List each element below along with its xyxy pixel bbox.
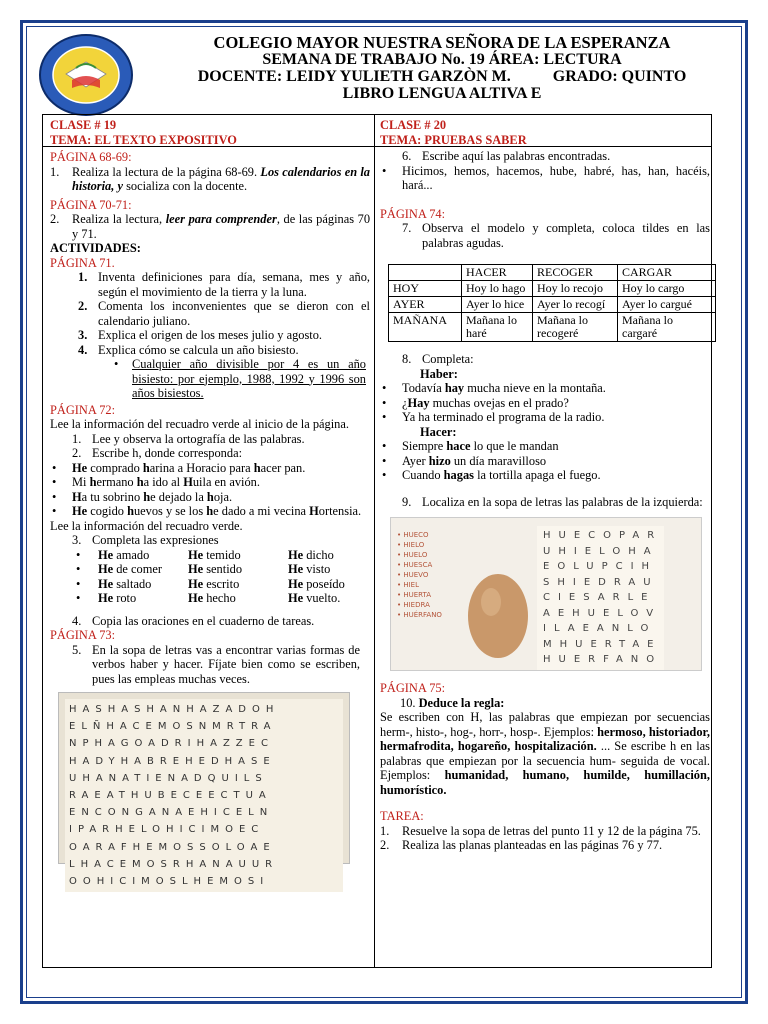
- item-7: 7. Observa el modelo y completa, coloca tildes en las palabras agudas.: [402, 221, 710, 250]
- sentence-1: • He comprado harina a Horacio para hacer pan.: [52, 460, 306, 475]
- expression-verb: vuelto.: [303, 591, 341, 605]
- word-search-row: NPHAGOADRIHAZZEC: [69, 738, 274, 750]
- expression-verb: saltado: [113, 576, 152, 591]
- item-8: 8. Completa:: [402, 352, 474, 366]
- class-20-heading: CLASE # 20: [380, 118, 447, 132]
- haber-2: • ¿Hay muchas ovejas en el prado?: [382, 395, 569, 410]
- expression-he: He: [98, 562, 114, 576]
- word-search-row: LHACEMOSRHANAUUR: [69, 858, 279, 870]
- section-73: PÁGINA 73:: [50, 628, 116, 642]
- found-words: • Hicimos, hemos, hacemos, hube, habré, has, han, hacéis, hará...: [382, 163, 710, 192]
- search-word: • HIEL: [397, 581, 420, 589]
- search-word: • HUESCA: [397, 561, 433, 569]
- expression-row: • He amado He temido He dicho: [76, 547, 334, 562]
- class-19-heading: CLASE # 19: [50, 118, 117, 132]
- egg-grid-row: AEHUELOV: [543, 607, 662, 619]
- activity-2: 2. Comenta los inconvenientes que se dieron con el calendario juliano.: [78, 299, 370, 328]
- item-72-4: 4. Copia las oraciones en el cuaderno de tareas.: [72, 613, 315, 628]
- item-72-1: 1. Lee y observa la ortografía de las palabras.: [72, 431, 305, 446]
- document-header: [142, 34, 742, 102]
- word-search-row: RAEATHUBECEECTUA: [69, 790, 272, 802]
- egg-grid-row: CIESARLE: [543, 592, 656, 603]
- item-10: 10. Deduce la regla:: [400, 695, 505, 710]
- expression-he: He: [188, 562, 204, 576]
- school-logo: [36, 32, 136, 118]
- expression-he: He: [98, 591, 114, 605]
- expression-verb: escrito: [203, 576, 240, 591]
- expression-he: He: [288, 576, 304, 591]
- homework-1: 1. Resuelve la sopa de letras del punto 11 y 12 de la página 75.: [380, 823, 701, 838]
- egg-image: [465, 558, 531, 664]
- egg-word-search-grid: [537, 526, 664, 670]
- left-column: [50, 118, 371, 888]
- expression-verb: temido: [203, 547, 241, 562]
- expression-he: He: [288, 562, 304, 576]
- word-search-grid: [65, 699, 343, 892]
- expression-he: He: [188, 591, 204, 605]
- section-72-intro: Lee la información del recuadro verde al inicio de la página.: [50, 417, 349, 431]
- word-search-row: OARAFHEMOSSOLOAE: [69, 841, 276, 853]
- egg-grid-row: MHUERTAE: [543, 638, 662, 650]
- expression-row: • He saltado He escrito He poseído: [76, 576, 345, 591]
- expression-verb: amado: [113, 547, 150, 562]
- expression-he: He: [98, 547, 114, 562]
- expression-he: He: [188, 547, 204, 562]
- section-71: PÁGINA 71.: [50, 255, 115, 270]
- topic-19: TEMA: EL TEXTO EXPOSITIVO: [50, 132, 237, 147]
- item-72-3: 3. Completa las expresiones: [72, 533, 219, 547]
- egg-grid-row: ILAEANLO: [543, 623, 657, 634]
- school-name: COLEGIO MAYOR NUESTRA SEÑORA DE LA ESPERANZA: [213, 33, 671, 52]
- section-72: PÁGINA 72:: [50, 402, 116, 417]
- grade: GRADO: QUINTO: [552, 68, 687, 85]
- section-75: PÁGINA 75:: [380, 681, 446, 695]
- topic-20: TEMA: PRUEBAS SABER: [380, 132, 527, 147]
- activity-1: 1. Inventa definiciones para día, semana, mes y año, según el movimiento de la tierra y la luna.: [78, 270, 370, 299]
- section-72-intro-2: Lee la información del recuadro verde.: [50, 518, 243, 533]
- item-9: 9. Localiza en la sopa de letras las palabras de la izquierda:: [402, 494, 703, 509]
- homework-title: TAREA:: [380, 809, 424, 823]
- item-73-5: 5. En la sopa de letras vas a encontrar varias formas de verbos haber y hacer. Fíjate bien como se escriben, pues las empleas muchas veces.: [72, 642, 360, 686]
- teacher: DOCENTE: LEIDY YULIETH GARZÒN M.: [197, 68, 511, 85]
- hacer-label: Hacer:: [420, 424, 457, 439]
- search-word: • HUELO: [397, 551, 428, 559]
- egg-grid-row: SHIEDRAU: [543, 576, 659, 588]
- rule-text: Se escriben con H, las palabras que empiezan por secuencias herm-, histo-, hog-, horr-, hosp-. Ejemplos: hermoso, historiador, hermafrodita, hogareño, hospitalización. ... Se escribe h en las palabras que empiezan por la secuencia hum- seguida de vocal. Ejemplos: humanidad, humano, humilde, humillación, humorístico.: [380, 710, 710, 797]
- activity-3: 3. Explica el origen de los meses julio y agosto.: [78, 328, 323, 342]
- hacer-1: • Siempre hace lo que le mandan: [382, 439, 559, 453]
- word-search-row: HADYHABREHEDHASE: [69, 755, 276, 767]
- homework-2: 2. Realiza las planas planteadas en las páginas 76 y 77.: [380, 838, 663, 852]
- expression-row: • He de comer He sentido He visto: [76, 562, 331, 576]
- expression-verb: sentido: [203, 562, 243, 576]
- word-search-row: ELÑHACEMOSNMRTRA: [69, 721, 277, 733]
- egg-grid-row: UHIELOHA: [543, 545, 659, 557]
- expression-verb: de comer: [113, 562, 162, 576]
- egg-grid-row: HUERFANO: [543, 654, 663, 665]
- expression-verb: visto: [303, 562, 331, 576]
- haber-3: • Ya ha terminado el programa de la radio.: [382, 410, 605, 424]
- egg-grid-row: HUECOPAR: [543, 530, 663, 541]
- activity-4: 4. Explica cómo se calcula un año bisiesto.: [78, 342, 299, 357]
- item-6: 6. Escribe aquí las palabras encontradas.: [402, 149, 611, 163]
- teacher-grade: [142, 68, 742, 85]
- hacer-2: • Ayer hizo un día maravilloso: [382, 453, 547, 468]
- activities-title: ACTIVIDADES:: [50, 241, 141, 255]
- sentence-3: • Ha tu sobrino he dejado la hoja.: [52, 489, 233, 504]
- haber-1: • Todavía hay mucha nieve en la montaña.: [382, 381, 606, 395]
- expression-row: • He roto He hecho He vuelto.: [76, 591, 341, 605]
- expression-verb: poseído: [303, 576, 345, 591]
- search-word: • HIEDRA: [397, 601, 430, 609]
- search-word: • HIELO: [397, 541, 425, 549]
- item-68-69: 1. Realiza la lectura de la página 68-69. Los calendarios en la historia, y socializa con la docente.: [50, 164, 370, 193]
- item-70-71: 2. Realiza la lectura, leer para comprender, de las páginas 70 y 71.: [50, 212, 371, 241]
- sentence-2: • Mi hermano ha ido al Huila en avión.: [52, 475, 260, 489]
- word-search-row: UHANATIENADQUILS: [69, 772, 268, 784]
- item-72-2: 2. Escribe h, donde corresponda:: [72, 446, 243, 460]
- sentence-4: • He cogido huevos y se los he dado a mi vecina Hortensia.: [52, 504, 362, 518]
- section-74: PÁGINA 74:: [380, 206, 446, 221]
- right-column: [380, 118, 710, 853]
- egg-grid-row: EOLUPCIH: [543, 561, 658, 572]
- search-word: • HUECO: [397, 531, 429, 539]
- section-68-69: PÁGINA 68-69:: [50, 150, 132, 164]
- word-search-photo: [58, 692, 350, 888]
- expression-he: He: [188, 576, 204, 591]
- expression-verb: roto: [113, 591, 137, 605]
- expression-he: He: [98, 576, 114, 591]
- verbs-table: HACER RECOGER CARGAR HOY Hoy lo hago Hoy lo recojo Hoy lo cargo AYER Ayer lo hice Ayer lo recogí Ayer lo cargué MAÑANA Mañana lo haré Mañana lo recogeré Mañana lo cargaré: [388, 264, 716, 342]
- search-word: • HUEVO: [397, 571, 429, 579]
- expression-verb: hecho: [203, 591, 236, 605]
- expressions-list: [50, 548, 370, 606]
- word-search-row: IPARHELOHICIMOEC: [69, 824, 265, 836]
- search-word: • HUERTA: [397, 591, 432, 599]
- search-word-list: [397, 530, 442, 620]
- word-search-row: HASHASHANHAZADOH: [69, 704, 280, 715]
- week-area: SEMANA DE TRABAJO No. 19 ÁREA: LECTURA: [262, 51, 622, 68]
- expression-he: He: [288, 591, 304, 605]
- egg-word-search-photo: [390, 517, 702, 671]
- section-70-71: PÁGINA 70-71:: [50, 197, 132, 212]
- word-search-row: ENCONGANAEHICELN: [69, 807, 274, 819]
- expression-verb: dicho: [303, 547, 334, 562]
- book-title: LIBRO LENGUA ALTIVA E: [342, 85, 542, 102]
- expression-he: He: [288, 547, 304, 562]
- haber-label: Haber:: [420, 366, 458, 381]
- hacer-3: • Cuando hagas la tortilla apaga el fuego.: [382, 468, 601, 482]
- search-word: • HUÉRFANO: [397, 611, 442, 619]
- activity-4-note: • Cualquier año divisible por 4 es un año bisiesto: por ejemplo, 1988, 1992 y 1996 son años bisiestos.: [114, 357, 366, 400]
- word-search-row: OOHICIMOSLHEMOSI: [69, 876, 270, 888]
